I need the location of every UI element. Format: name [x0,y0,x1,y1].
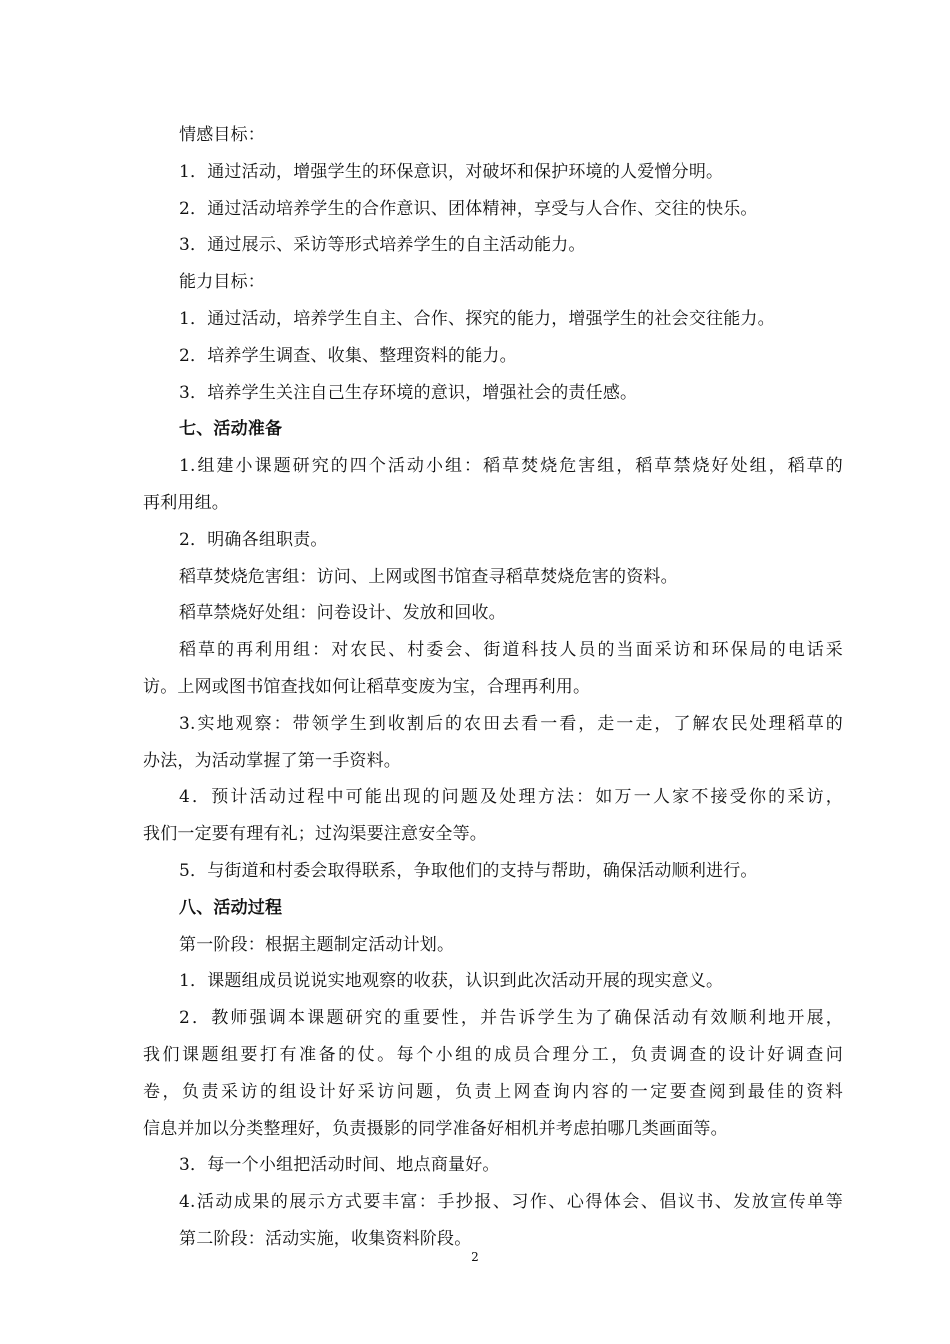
paragraph-line: 卷，负责采访的组设计好采访问题，负责上网查询内容的一定要查阅到最佳的资料 [143,1081,843,1102]
paragraph-line: 稻草的再利用组：对农民、村委会、街道科技人员的当面采访和环保局的电话采 [179,640,843,661]
paragraph-line: 4.活动成果的展示方式要丰富：手抄报、习作、心得体会、倡议书、发放宣传单等 [179,1192,843,1213]
paragraph-line: 3.实地观察：带领学生到收割后的农田去看一看，走一走，了解农民处理稻草的 [179,713,843,734]
paragraph-line: 2．教师强调本课题研究的重要性，并告诉学生为了确保活动有效顺利地开展， [179,1008,843,1029]
paragraph-line: 3．每一个小组把活动时间、地点商量好。 [179,1155,500,1176]
paragraph-line: 1.组建小课题研究的四个活动小组：稻草焚烧危害组，稻草禁烧好处组，稻草的 [179,456,843,477]
paragraph-line: 信息并加以分类整理好，负责摄影的同学准备好相机并考虑拍哪几类画面等。 [143,1118,728,1139]
paragraph-line: 再利用组。 [143,492,229,513]
section-heading: 七、活动准备 [179,419,283,440]
paragraph-line: 3．通过展示、采访等形式培养学生的自主活动能力。 [179,235,586,256]
document-body [143,124,843,1265]
paragraph-line: 稻草焚烧危害组：访问、上网或图书馆查寻稻草焚烧危害的资料。 [179,566,678,587]
page-number: 2 [471,1250,479,1264]
paragraph-line: 5．与街道和村委会取得联系，争取他们的支持与帮助，确保活动顺利进行。 [179,860,758,881]
paragraph-line: 2．明确各组职责。 [179,529,328,550]
paragraph-line: 4．预计活动过程中可能出现的问题及处理方法：如万一人家不接受你的采访， [179,787,843,808]
paragraph-line: 第二阶段：活动实施，收集资料阶段。 [179,1228,472,1249]
paragraph-line: 我们课题组要打有准备的仗。每个小组的成员合理分工，负责调查的设计好调查问 [143,1044,843,1065]
paragraph-line: 2．培养学生调查、收集、整理资料的能力。 [179,345,517,366]
paragraph-line: 能力目标： [179,272,265,293]
paragraph-line: 1．课题组成员说说实地观察的收获，认识到此次活动开展的现实意义。 [179,971,724,992]
section-heading: 八、活动过程 [179,897,283,918]
paragraph-line: 访。上网或图书馆查找如何让稻草变废为宝，合理再利用。 [143,676,591,697]
paragraph-line: 3．培养学生关注自己生存环境的意识，增强社会的责任感。 [179,382,638,403]
paragraph-line: 我们一定要有理有礼；过沟渠要注意安全等。 [143,824,487,845]
paragraph-line: 1．通过活动，培养学生自主、合作、探究的能力，增强学生的社会交往能力。 [179,308,775,329]
paragraph-line: 2．通过活动培养学生的合作意识、团体精神，享受与人合作、交往的快乐。 [179,198,758,219]
paragraph-line: 办法，为活动掌握了第一手资料。 [143,750,401,771]
paragraph-line: 1．通过活动，增强学生的环保意识，对破坏和保护环境的人爱憎分明。 [179,161,724,182]
paragraph-line: 第一阶段：根据主题制定活动计划。 [179,934,455,955]
paragraph-line: 稻草禁烧好处组：问卷设计、发放和回收。 [179,603,506,624]
paragraph-line: 情感目标： [179,125,265,145]
